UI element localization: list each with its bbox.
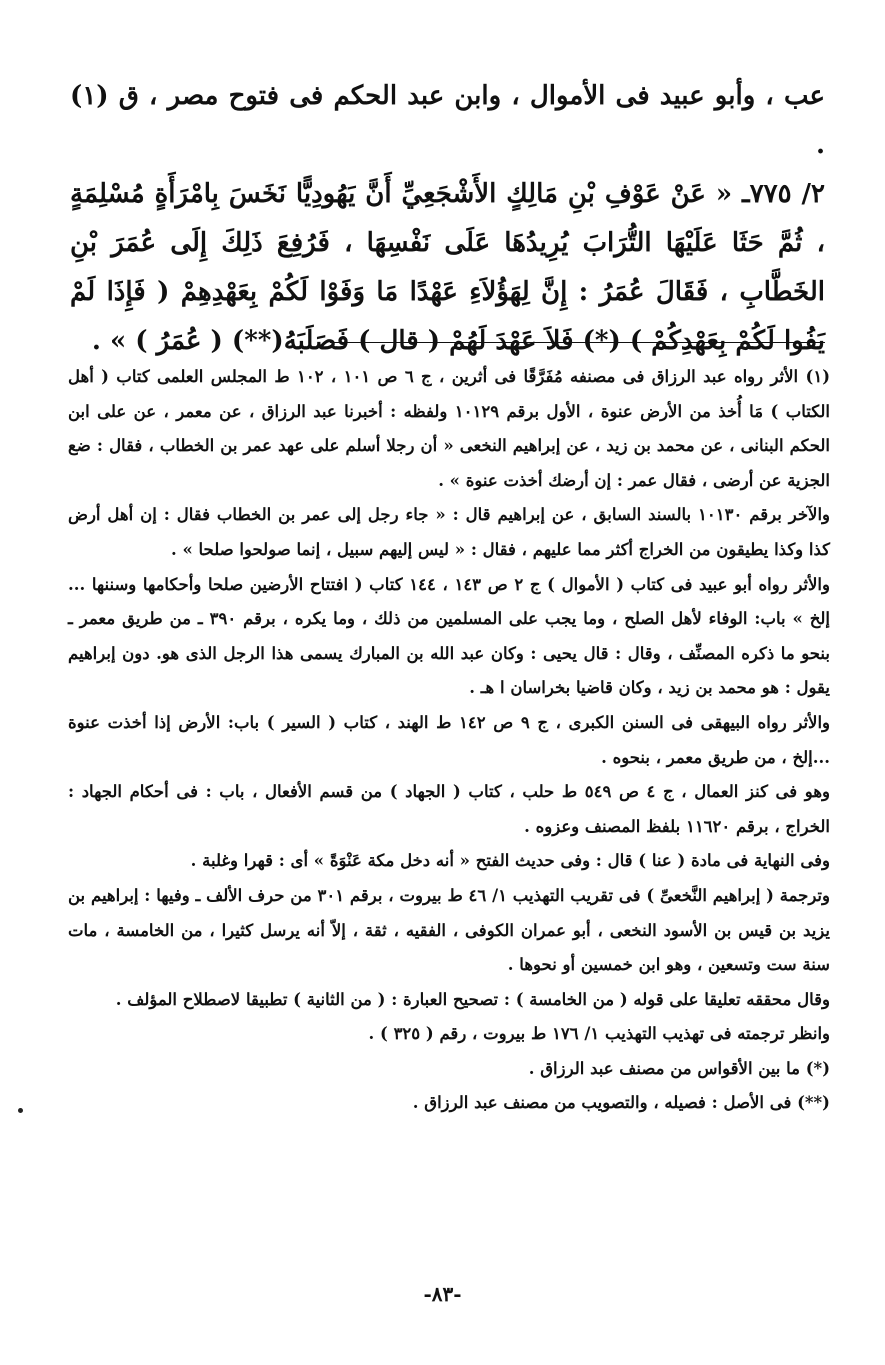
footnote-1-paragraph-1: (١) الأثر رواه عبد الرزاق فى مصنفه مُفَرَّقًا فى أثرين ، ج ٦ ص ١٠١ ، ١٠٢ ط المجلس العلمى كتاب ( أهل الكتاب ) مَا أُخذ من الأرض عنوة ، الأول برقم ١٠١٢٩ ولفظه : أخبرنا عبد الرزاق ، عن معمر ، عن على ابن الحكم البنانى ، عن محمد بن زيد ، عن إبراهيم النخعى « أن رجلا أسلم على عهد عمر بن الخطاب ، فقال : ضع الجزية عن أرضى ، فقال عمر : إن أرضك أخذت عنوة » . <box>68 367 830 490</box>
page-number: -٨٣- <box>423 1282 462 1306</box>
main-text <box>70 72 825 366</box>
hadith-775: ٢/ ٧٧٥ـ « عَنْ عَوْفِ بْنِ مَالِكٍ الأَشْجَعِيِّ أَنَّ يَهُودِيًّا نَخَسَ بِامْرَأَةٍ مُسْلِمَةٍ ، ثُمَّ حَثَا عَلَيْهَا التُّرَابَ يُرِيدُهَا عَلَى نَفْسِهَا ، فَرُفِعَ ذَلِكَ إِلَى عُمَرَ بْنِ الخَطَّابِ ، فَقَالَ عُمَرُ : إِنَّ لِهَؤُلاَءِ عَهْدًا مَا وَفَوْا لَكُمْ بِعَهْدِهِمْ ( فَإِذَا لَمْ يَفُوا لَكُمْ بِعَهْدِكُمْ ) (*) فَلاَ عَهْدَ لَهُمْ ( قال ) فَصَلَبَهُ(**) ( عُمَرُ ) » . <box>70 179 825 356</box>
footnote-divider <box>330 342 825 343</box>
footnote-1-paragraph-7: وترجمة ( إبراهيم النَّخعىِّ ) فى تقريب التهذيب ١/ ٤٦ ط بيروت ، برقم ٣٠١ من حرف الألف ـ وفيها : إبراهيم بن يزيد بن قيس بن الأسود النخعى ، أبو عمران الكوفى ، الفقيه ، ثقة ، إلاّ أنه يرسل كثيرا ، من الخامسة ، مات سنة ست وتسعين ، وهو ابن خمسين أو نحوها . <box>68 885 830 975</box>
footnote-1-paragraph-9: وانظر ترجمته فى تهذيب التهذيب ١/ ١٧٦ ط بيروت ، رقم ( ٣٢٥ ) . <box>368 1024 830 1044</box>
footnotes <box>68 360 830 1121</box>
footnote-1-paragraph-5: وهو فى كنز العمال ، ج ٤ ص ٥٤٩ ط حلب ، كتاب ( الجهاد ) من قسم الأفعال ، باب : فى أحكام الجهاد : الخراج ، برقم ١١٦٢٠ بلفظ المصنف وعزوه . <box>68 782 830 836</box>
footnote-star: (*) ما بين الأقواس من مصنف عبد الرزاق . <box>528 1058 830 1078</box>
footnote-1-paragraph-8: وقال محققه تعليقا على قوله ( من الخامسة ) : تصحيح العبارة : ( من الثانية ) تطبيقا لاصطلاح المؤلف . <box>115 989 830 1009</box>
footnote-1-paragraph-6: وفى النهاية فى مادة ( عنا ) قال : وفى حديث الفتح « أنه دخل مكة عَنْوَةً » أى : قهرا وغلبة . <box>190 851 830 871</box>
footnote-1-paragraph-2: والآخر برقم ١٠١٣٠ بالسند السابق ، عن إبراهيم قال : « جاء رجل إلى عمر بن الخطاب فقال : إن أهل أرض كذا وكذا يطيقون من الخراج أكثر مما عليهم ، فقال : « ليس إليهم سبيل ، إنما صولحوا صلحا » . <box>68 505 830 559</box>
footnote-double-star: (**) فى الأصل : فصيله ، والتصويب من مصنف عبد الرزاق . <box>412 1093 830 1113</box>
margin-dot <box>18 1108 23 1113</box>
footnote-1-paragraph-4: والأثر رواه البيهقى فى السنن الكبرى ، ج ٩ ص ١٤٢ ط الهند ، كتاب ( السير ) باب: الأرض إذا أخذت عنوة ...إلخ ، من طريق معمر ، بنحوه . <box>68 712 830 767</box>
previous-hadith-sources: عب ، وأبو عبيد فى الأموال ، وابن عبد الحكم فى فتوح مصر ، ق (١) . <box>70 81 825 160</box>
footnote-1-paragraph-3: والأثر رواه أبو عبيد فى كتاب ( الأموال ) ج ٢ ص ١٤٣ ، ١٤٤ كتاب ( افتتاح الأرضين صلحا وأحكامها وسننها ... إلخ » باب: الوفاء لأهل الصلح ، وما يجب على المسلمين من ذلك ، وما يكره ، برقم ٣٩٠ ـ من طريق معمر ـ بنحو ما ذكره المصنِّف ، وقال : قال يحيى : وكان عبد الله بن المبارك يسمى هذا الرجل الذى هو. دون إبراهيم يقول : هو محمد بن زيد ، وكان قاضيا بخراسان ا هـ . <box>68 574 830 698</box>
